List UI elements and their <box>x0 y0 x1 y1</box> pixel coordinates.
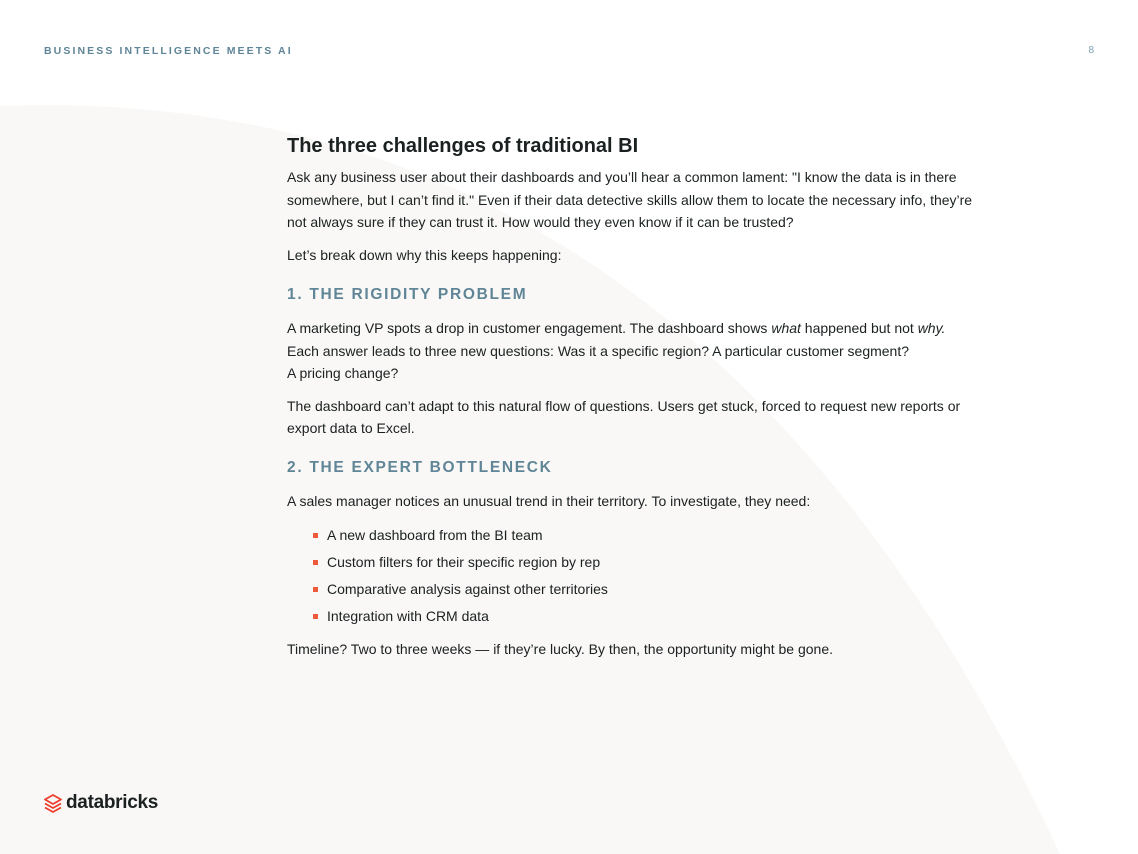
bottleneck-closing-paragraph: Timeline? Two to three weeks — if they’re lucky. By then, the opportunity might be gone. <box>287 641 834 657</box>
rigidity-text-part1: A marketing VP spots a drop in customer engagement. The dashboard shows <box>287 320 772 336</box>
running-header: BUSINESS INTELLIGENCE MEETS AI <box>44 45 293 57</box>
list-item <box>287 576 977 603</box>
bottleneck-intro-paragraph: A sales manager notices an unusual trend in their territory. To investigate, they need: <box>287 492 811 509</box>
list-item <box>287 549 977 576</box>
section-heading-rigidity: 1. THE RIGIDITY PROBLEM <box>287 286 528 303</box>
square-bullet-icon <box>313 587 318 592</box>
page-title: The three challenges of traditional BI <box>287 135 639 157</box>
bottleneck-needs-list <box>287 522 977 630</box>
list-item-text: A new dashboard from the BI team <box>327 527 543 543</box>
square-bullet-icon <box>313 533 318 538</box>
databricks-logo <box>44 792 158 814</box>
rigidity-text-part3: Each answer leads to three new questions: Was it a specific region? A particular customer segment? <box>287 342 910 359</box>
square-bullet-icon <box>313 614 318 619</box>
list-item-text: Integration with CRM data <box>327 608 489 624</box>
list-item <box>287 603 977 630</box>
article-content <box>287 132 977 661</box>
list-item-text: Custom filters for their specific region by rep <box>327 554 601 570</box>
rigidity-paragraph-1 <box>287 317 977 385</box>
section-heading-expert-bottleneck: 2. THE EXPERT BOTTLENECK <box>287 458 553 476</box>
page-number: 8 <box>1088 45 1094 56</box>
lead-in-paragraph: Let’s break down why this keeps happening: <box>287 246 562 263</box>
rigidity-emphasis-what: what <box>771 320 801 336</box>
rigidity-text-part2: happened but not <box>800 320 918 336</box>
intro-paragraph: Ask any business user about their dashboards and you’ll hear a common lament: "I know the data is in there somewhere, but I can’t find it." Even if their data detective skills allow them to locate the necessary info, they’re not always sure if they can trust it. How would they even know if it can be trusted? <box>287 169 973 230</box>
square-bullet-icon <box>313 560 318 565</box>
list-item-text: Comparative analysis against other territories <box>327 581 608 597</box>
rigidity-paragraph-2: The dashboard can’t adapt to this natural flow of questions. Users get stuck, forced to request new reports or export data to Excel. <box>287 397 961 436</box>
list-item <box>287 522 977 549</box>
rigidity-emphasis-why: why. <box>917 320 946 336</box>
rigidity-text-part4: A pricing change? <box>287 365 399 381</box>
logo-wordmark: databricks <box>66 792 159 813</box>
databricks-logo-icon <box>44 794 62 813</box>
